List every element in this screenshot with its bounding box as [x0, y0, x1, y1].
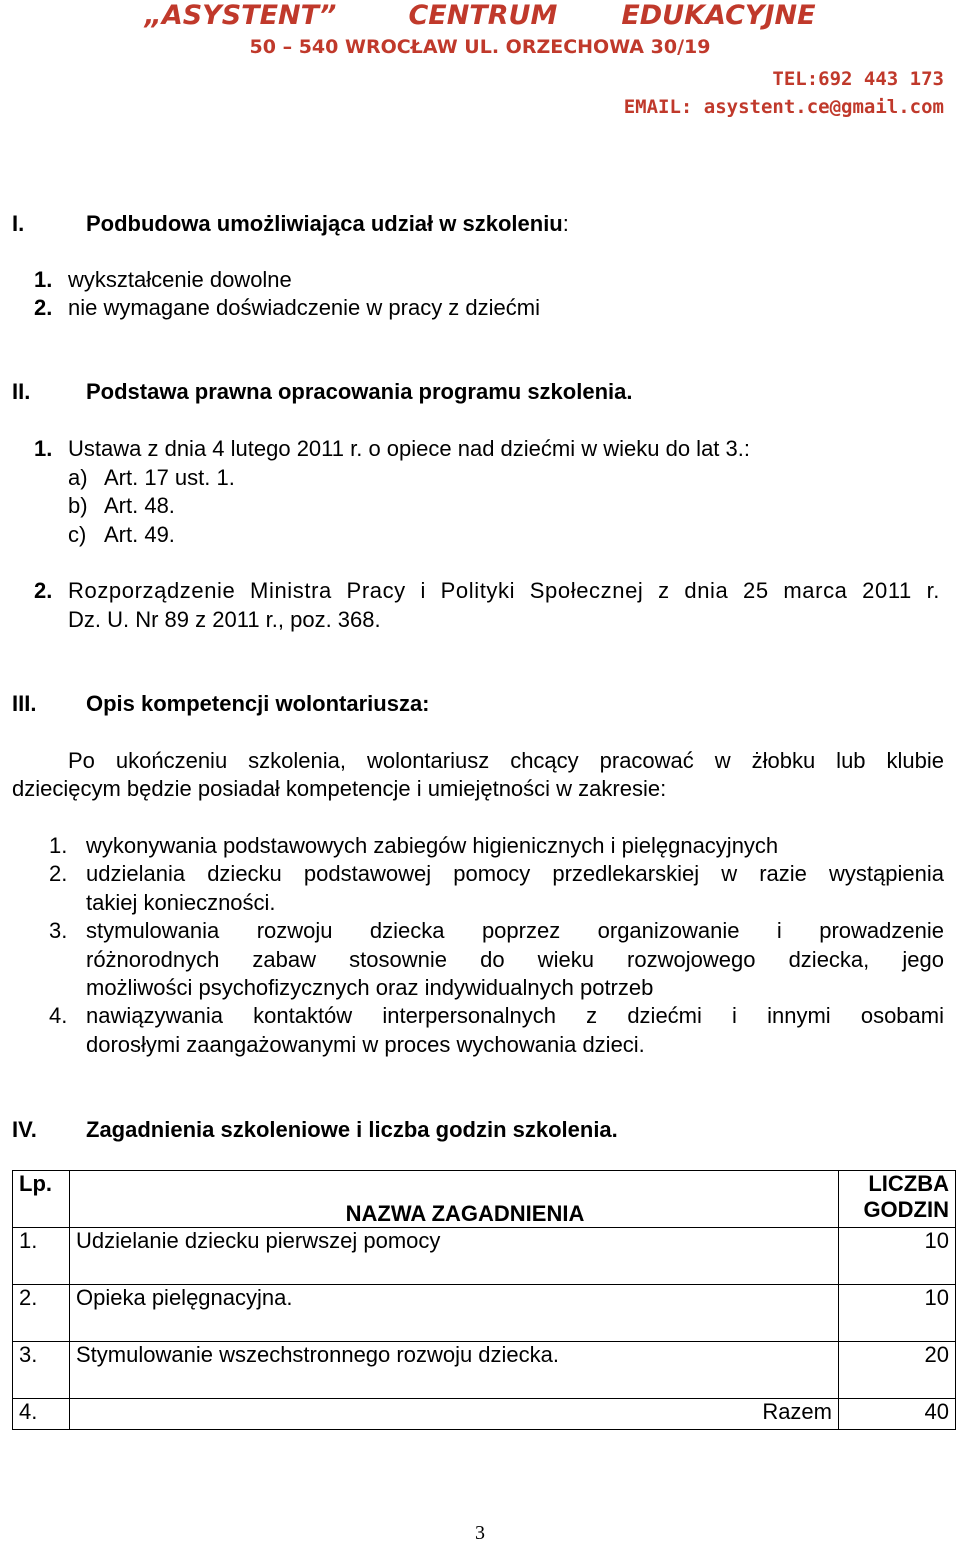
section3-item-3-num: 3.	[49, 918, 68, 943]
table-total-label: Razem	[70, 1399, 839, 1430]
header-title	[0, 0, 960, 31]
table-row-1-name: Udzielanie dziecku pierwszej pomocy	[70, 1228, 839, 1285]
table-row-2-lp: 2.	[13, 1285, 70, 1342]
section2-subitem-c-num: c)	[68, 522, 87, 547]
table-total-lp: 4.	[13, 1399, 70, 1430]
section2-item-2-num: 2.	[34, 578, 53, 603]
section1-numeral: I.	[12, 211, 25, 236]
table-row-1-hours: 10	[839, 1228, 956, 1285]
section2-item-1-num: 1.	[34, 436, 53, 461]
table-header-hours-line-2: GODZIN	[863, 1197, 949, 1222]
section3-numeral: III.	[12, 691, 37, 716]
header-tel: TEL:692 443 173	[772, 68, 944, 90]
table-row-2-name: Opieka pielęgnacyjna.	[70, 1285, 839, 1342]
section2-heading: Podstawa prawna opracowania programu szkolenia.	[86, 379, 633, 404]
section1-heading-text: Podbudowa umożliwiająca udział w szkoleniu	[86, 211, 563, 236]
section2-subitem-a-num: a)	[68, 465, 88, 490]
section2-subitem-a-text: Art. 17 ust. 1.	[104, 465, 235, 490]
table-header-row	[13, 1171, 956, 1228]
section2-item-2-line-2: Dz. U. Nr 89 z 2011 r., poz. 368.	[68, 607, 381, 632]
header-email: EMAIL: asystent.ce@gmail.com	[623, 96, 944, 118]
section4-numeral: IV.	[12, 1117, 37, 1142]
section2-subitem-b-num: b)	[68, 493, 88, 518]
section3-item-3-line-1: stymulowania rozwoju dziecka poprzez organizowanie i prowadzenie	[86, 918, 944, 943]
section2-numeral: II.	[12, 379, 31, 404]
section1-item-2-text: nie wymagane doświadczenie w pracy z dziećmi	[68, 295, 540, 320]
section3-item-1-line-1: wykonywania podstawowych zabiegów higienicznych i pielęgnacyjnych	[86, 833, 779, 858]
header-title-part-3: EDUKACYJNE	[621, 0, 816, 31]
section1-item-1-num: 1.	[34, 267, 53, 292]
table-header-hours	[839, 1171, 956, 1228]
table-row-3-lp: 3.	[13, 1342, 70, 1399]
section2-item-2-line-1: Rozporządzenie Ministra Pracy i Polityki Społecznej z dnia 25 marca 2011 r.	[68, 578, 940, 603]
section3-item-4-line-2: dorosłymi zaangażowanymi w proces wychowania dzieci.	[86, 1032, 645, 1057]
section3-intro-line-2: dziecięcym będzie posiadał kompetencje i umiejętności w zakresie:	[12, 776, 667, 801]
table-row-3-name: Stymulowanie wszechstronnego rozwoju dziecka.	[70, 1342, 839, 1399]
header-title-part-2: CENTRUM	[408, 0, 558, 31]
table-total-row	[13, 1399, 956, 1430]
table-row	[13, 1228, 956, 1285]
section3-item-2-num: 2.	[49, 861, 68, 886]
section1-heading-colon: :	[562, 211, 569, 236]
section1-heading	[86, 210, 569, 238]
table-header-name: NAZWA ZAGADNIENIA	[70, 1171, 839, 1228]
section1-item-2-num: 2.	[34, 295, 53, 320]
section3-item-3-line-3: możliwości psychofizycznych oraz indywidualnych potrzeb	[86, 975, 654, 1000]
section3-intro-line-1: Po ukończeniu szkolenia, wolontariusz chcący pracować w żłobku lub klubie	[68, 748, 944, 773]
section3-item-1-num: 1.	[49, 833, 68, 858]
section3-item-4-num: 4.	[49, 1003, 68, 1028]
section3-item-2-line-1: udzielania dziecku podstawowej pomocy przedlekarskiej w razie wystąpienia	[86, 861, 944, 886]
header-title-part-1: „ASYSTENT”	[144, 0, 337, 31]
section3-heading: Opis kompetencji wolontariusza:	[86, 691, 430, 716]
table-row-1-lp: 1.	[13, 1228, 70, 1285]
section3-item-4-line-1: nawiązywania kontaktów interpersonalnych z dziećmi i innymi osobami	[86, 1003, 944, 1028]
section3-item-2-line-2: takiej konieczności.	[86, 890, 276, 915]
header-address: 50 – 540 WROCŁAW UL. ORZECHOWA 30/19	[249, 36, 711, 58]
table-header-hours-line-1: LICZBA	[868, 1171, 949, 1196]
section2-subitem-b-text: Art. 48.	[104, 493, 175, 518]
section3-item-3-line-2: różnorodnych zabaw stosownie do wieku rozwojowego dziecka, jego	[86, 947, 944, 972]
page-number: 3	[475, 1522, 485, 1544]
section2-item-1-text: Ustawa z dnia 4 lutego 2011 r. o opiece nad dziećmi w wieku do lat 3.:	[68, 436, 750, 461]
section4-heading: Zagadnienia szkoleniowe i liczba godzin szkolenia.	[86, 1117, 618, 1142]
table-total-hours: 40	[839, 1399, 956, 1430]
table-header-lp: Lp.	[13, 1171, 70, 1228]
table-row-3-hours: 20	[839, 1342, 956, 1399]
section1-item-1-text: wykształcenie dowolne	[68, 267, 292, 292]
table-row	[13, 1285, 956, 1342]
topics-table	[12, 1170, 956, 1430]
section2-subitem-c-text: Art. 49.	[104, 522, 175, 547]
table-row	[13, 1342, 956, 1399]
table-row-2-hours: 10	[839, 1285, 956, 1342]
